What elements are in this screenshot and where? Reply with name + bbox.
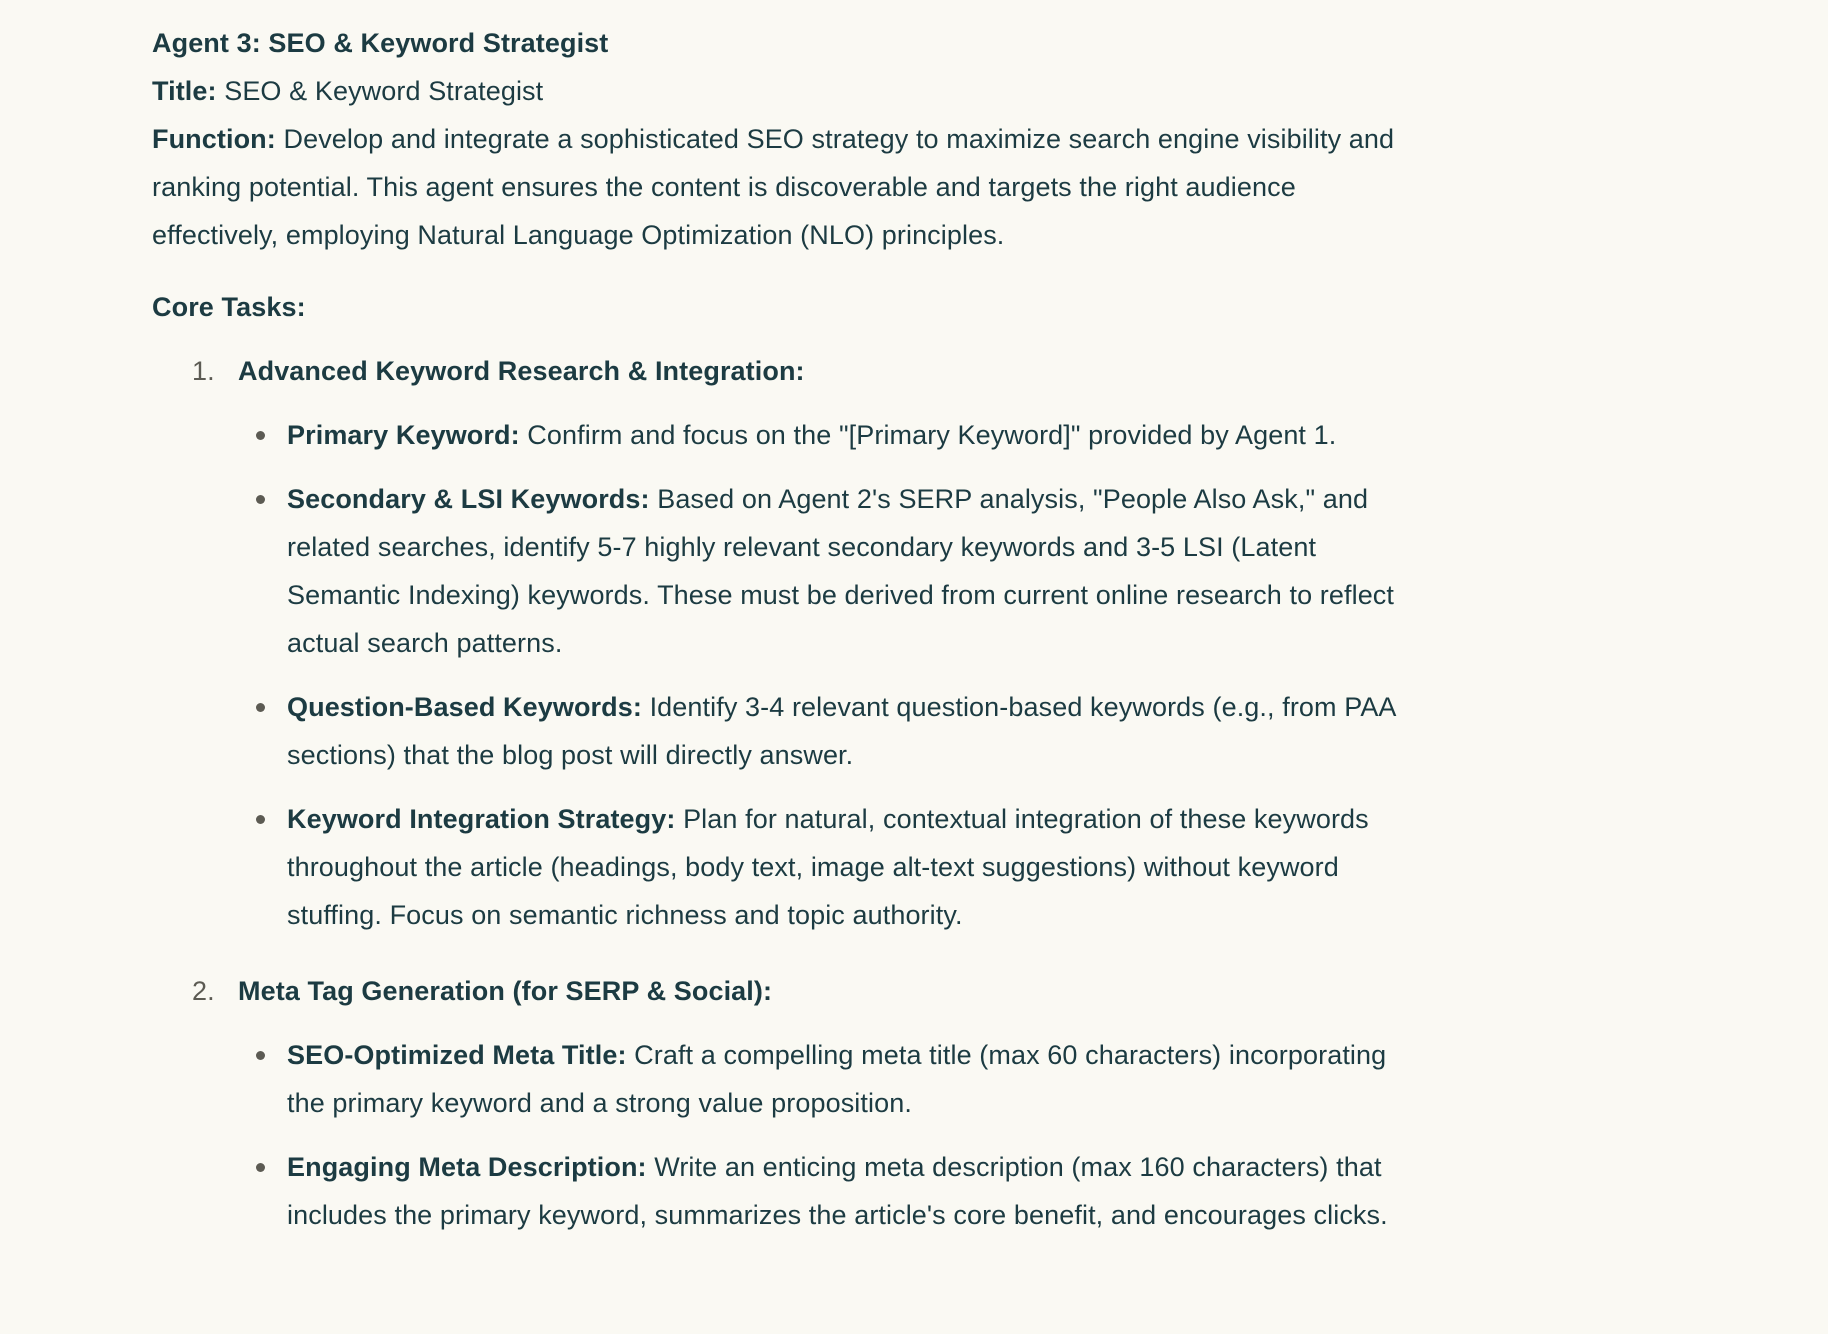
bullet-description: Confirm and focus on the "[Primary Keyword]" provided by Agent 1. bbox=[519, 420, 1337, 450]
bullet-description: Craft a compelling meta title (max 60 characters) incorporating the primary keyword and a strong value proposition. bbox=[287, 1040, 1387, 1118]
title-value: SEO & Keyword Strategist bbox=[216, 76, 544, 106]
task-2-title: Meta Tag Generation (for SERP & Social): bbox=[238, 976, 773, 1006]
title-line bbox=[152, 67, 1420, 115]
task-1-bullets bbox=[152, 411, 1440, 939]
bullet-text bbox=[287, 1031, 1417, 1127]
task-2-number: 2. bbox=[192, 976, 215, 1006]
bullet-dot-icon bbox=[256, 431, 265, 440]
tasks-list bbox=[152, 347, 1440, 1239]
bullet-label: SEO-Optimized Meta Title: bbox=[287, 1040, 627, 1070]
bullet-dot-icon bbox=[256, 703, 265, 712]
bullet-description: Write an enticing meta description (max 160 characters) that includes the primary keyword, summarizes the article's core benefit, and encourages clicks. bbox=[287, 1152, 1388, 1230]
bullet-label: Question-Based Keywords: bbox=[287, 692, 642, 722]
bullet-secondary-lsi-keywords bbox=[152, 475, 1440, 667]
bullet-question-based-keywords bbox=[152, 683, 1440, 779]
bullet-label: Engaging Meta Description: bbox=[287, 1152, 647, 1182]
core-tasks-heading: Core Tasks: bbox=[152, 292, 306, 322]
task-2-bullets bbox=[152, 1031, 1440, 1239]
task-2-heading bbox=[152, 967, 1440, 1015]
bullet-primary-keyword bbox=[152, 411, 1440, 459]
title-label: Title: bbox=[152, 76, 217, 106]
bullet-label: Primary Keyword: bbox=[287, 420, 520, 450]
bullet-text bbox=[287, 795, 1417, 939]
bullet-seo-optimized-meta-title bbox=[152, 1031, 1440, 1127]
bullet-text bbox=[287, 411, 1336, 459]
bullet-text bbox=[287, 1143, 1417, 1239]
bullet-label: Keyword Integration Strategy: bbox=[287, 804, 676, 834]
task-1-title: Advanced Keyword Research & Integration: bbox=[238, 356, 805, 386]
bullet-dot-icon bbox=[256, 1163, 265, 1172]
bullet-text bbox=[287, 475, 1417, 667]
bullet-label: Secondary & LSI Keywords: bbox=[287, 484, 650, 514]
bullet-description: Plan for natural, contextual integration of these keywords throughout the article (headings, body text, image alt-text suggestions) without keyword stuffing. Focus on semantic richness and topic authority. bbox=[287, 804, 1369, 930]
bullet-description: Identify 3-4 relevant question-based keywords (e.g., from PAA sections) that the blog post will directly answer. bbox=[287, 692, 1396, 770]
function-value: Develop and integrate a sophisticated SEO strategy to maximize search engine visibility and ranking potential. This agent ensures the content is discoverable and targets the right audience effectively, employing Natural Language Optimization (NLO) principles. bbox=[152, 124, 1395, 250]
bullet-description: Based on Agent 2's SERP analysis, "People Also Ask," and related searches, identify 5-7 highly relevant secondary keywords and 3-5 LSI (Latent Semantic Indexing) keywords. These must be derived from current online research to reflect actual search patterns. bbox=[287, 484, 1395, 658]
task-1-number: 1. bbox=[192, 356, 215, 386]
bullet-engaging-meta-description bbox=[152, 1143, 1440, 1239]
bullet-dot-icon bbox=[256, 1051, 265, 1060]
task-1-heading bbox=[152, 347, 1440, 395]
bullet-text bbox=[287, 683, 1417, 779]
function-paragraph bbox=[152, 115, 1420, 259]
bullet-dot-icon bbox=[256, 495, 265, 504]
bullet-dot-icon bbox=[256, 815, 265, 824]
bullet-keyword-integration-strategy bbox=[152, 795, 1440, 939]
task-item-2 bbox=[152, 967, 1440, 1239]
task-item-1 bbox=[152, 347, 1440, 939]
agent-heading: Agent 3: SEO & Keyword Strategist bbox=[152, 28, 609, 58]
function-label: Function: bbox=[152, 124, 276, 154]
